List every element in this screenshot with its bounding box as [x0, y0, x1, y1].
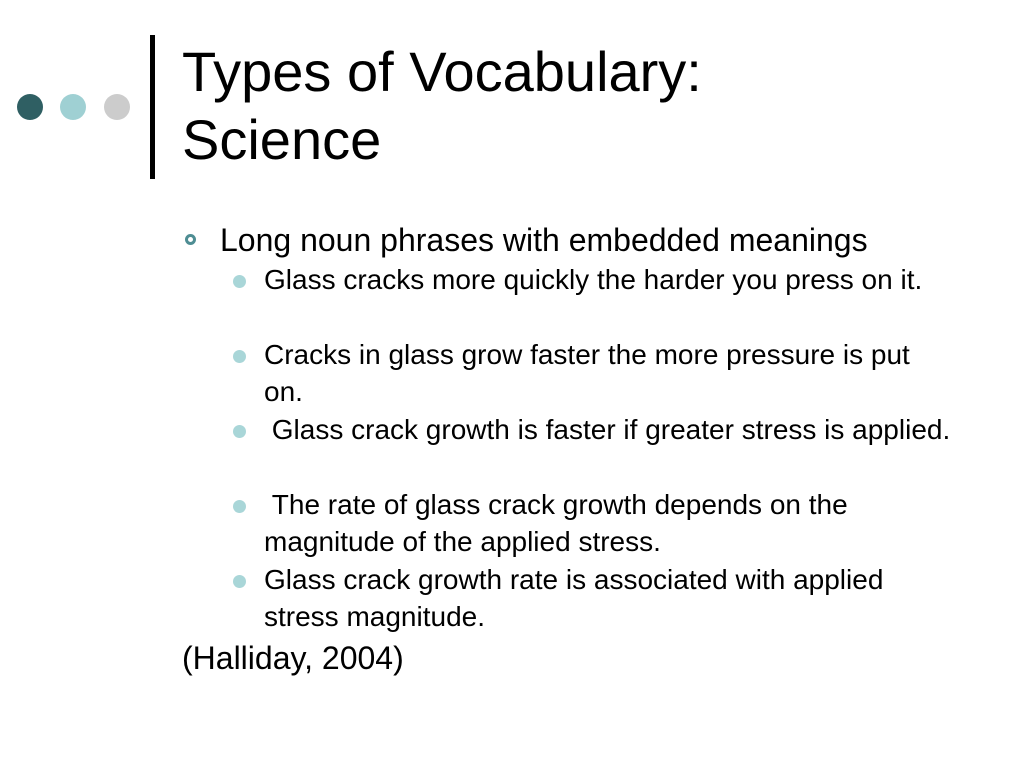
slide-title-line-2: Science	[182, 108, 382, 171]
sub-bullet-list	[0, 261, 1024, 636]
slide-title-line-1: Types of Vocabulary:	[182, 40, 702, 103]
sub-bullet-text: Cracks in glass grow faster the more pressure is put on.	[264, 339, 918, 407]
citation: (Halliday, 2004)	[182, 640, 404, 676]
filled-circle-bullet-icon	[233, 350, 246, 363]
sub-bullet-text: Glass crack growth is faster if greater stress is applied.	[264, 414, 951, 445]
list-item	[0, 486, 1024, 561]
main-bullet-text: Long noun phrases with embedded meanings	[220, 222, 868, 258]
filled-circle-bullet-icon	[233, 575, 246, 588]
list-item	[0, 561, 1024, 636]
sub-bullet-text: The rate of glass crack growth depends on the magnitude of the applied stress.	[264, 489, 856, 557]
list-item	[0, 261, 1024, 336]
list-item	[0, 336, 1024, 411]
list-item	[0, 411, 1024, 486]
sub-bullet-text: Glass crack growth rate is associated with applied stress magnitude.	[264, 564, 892, 632]
filled-circle-bullet-icon	[233, 425, 246, 438]
hollow-circle-bullet-icon	[185, 234, 196, 245]
sub-bullet-text: Glass cracks more quickly the harder you press on it.	[264, 264, 923, 295]
filled-circle-bullet-icon	[233, 275, 246, 288]
filled-circle-bullet-icon	[233, 500, 246, 513]
